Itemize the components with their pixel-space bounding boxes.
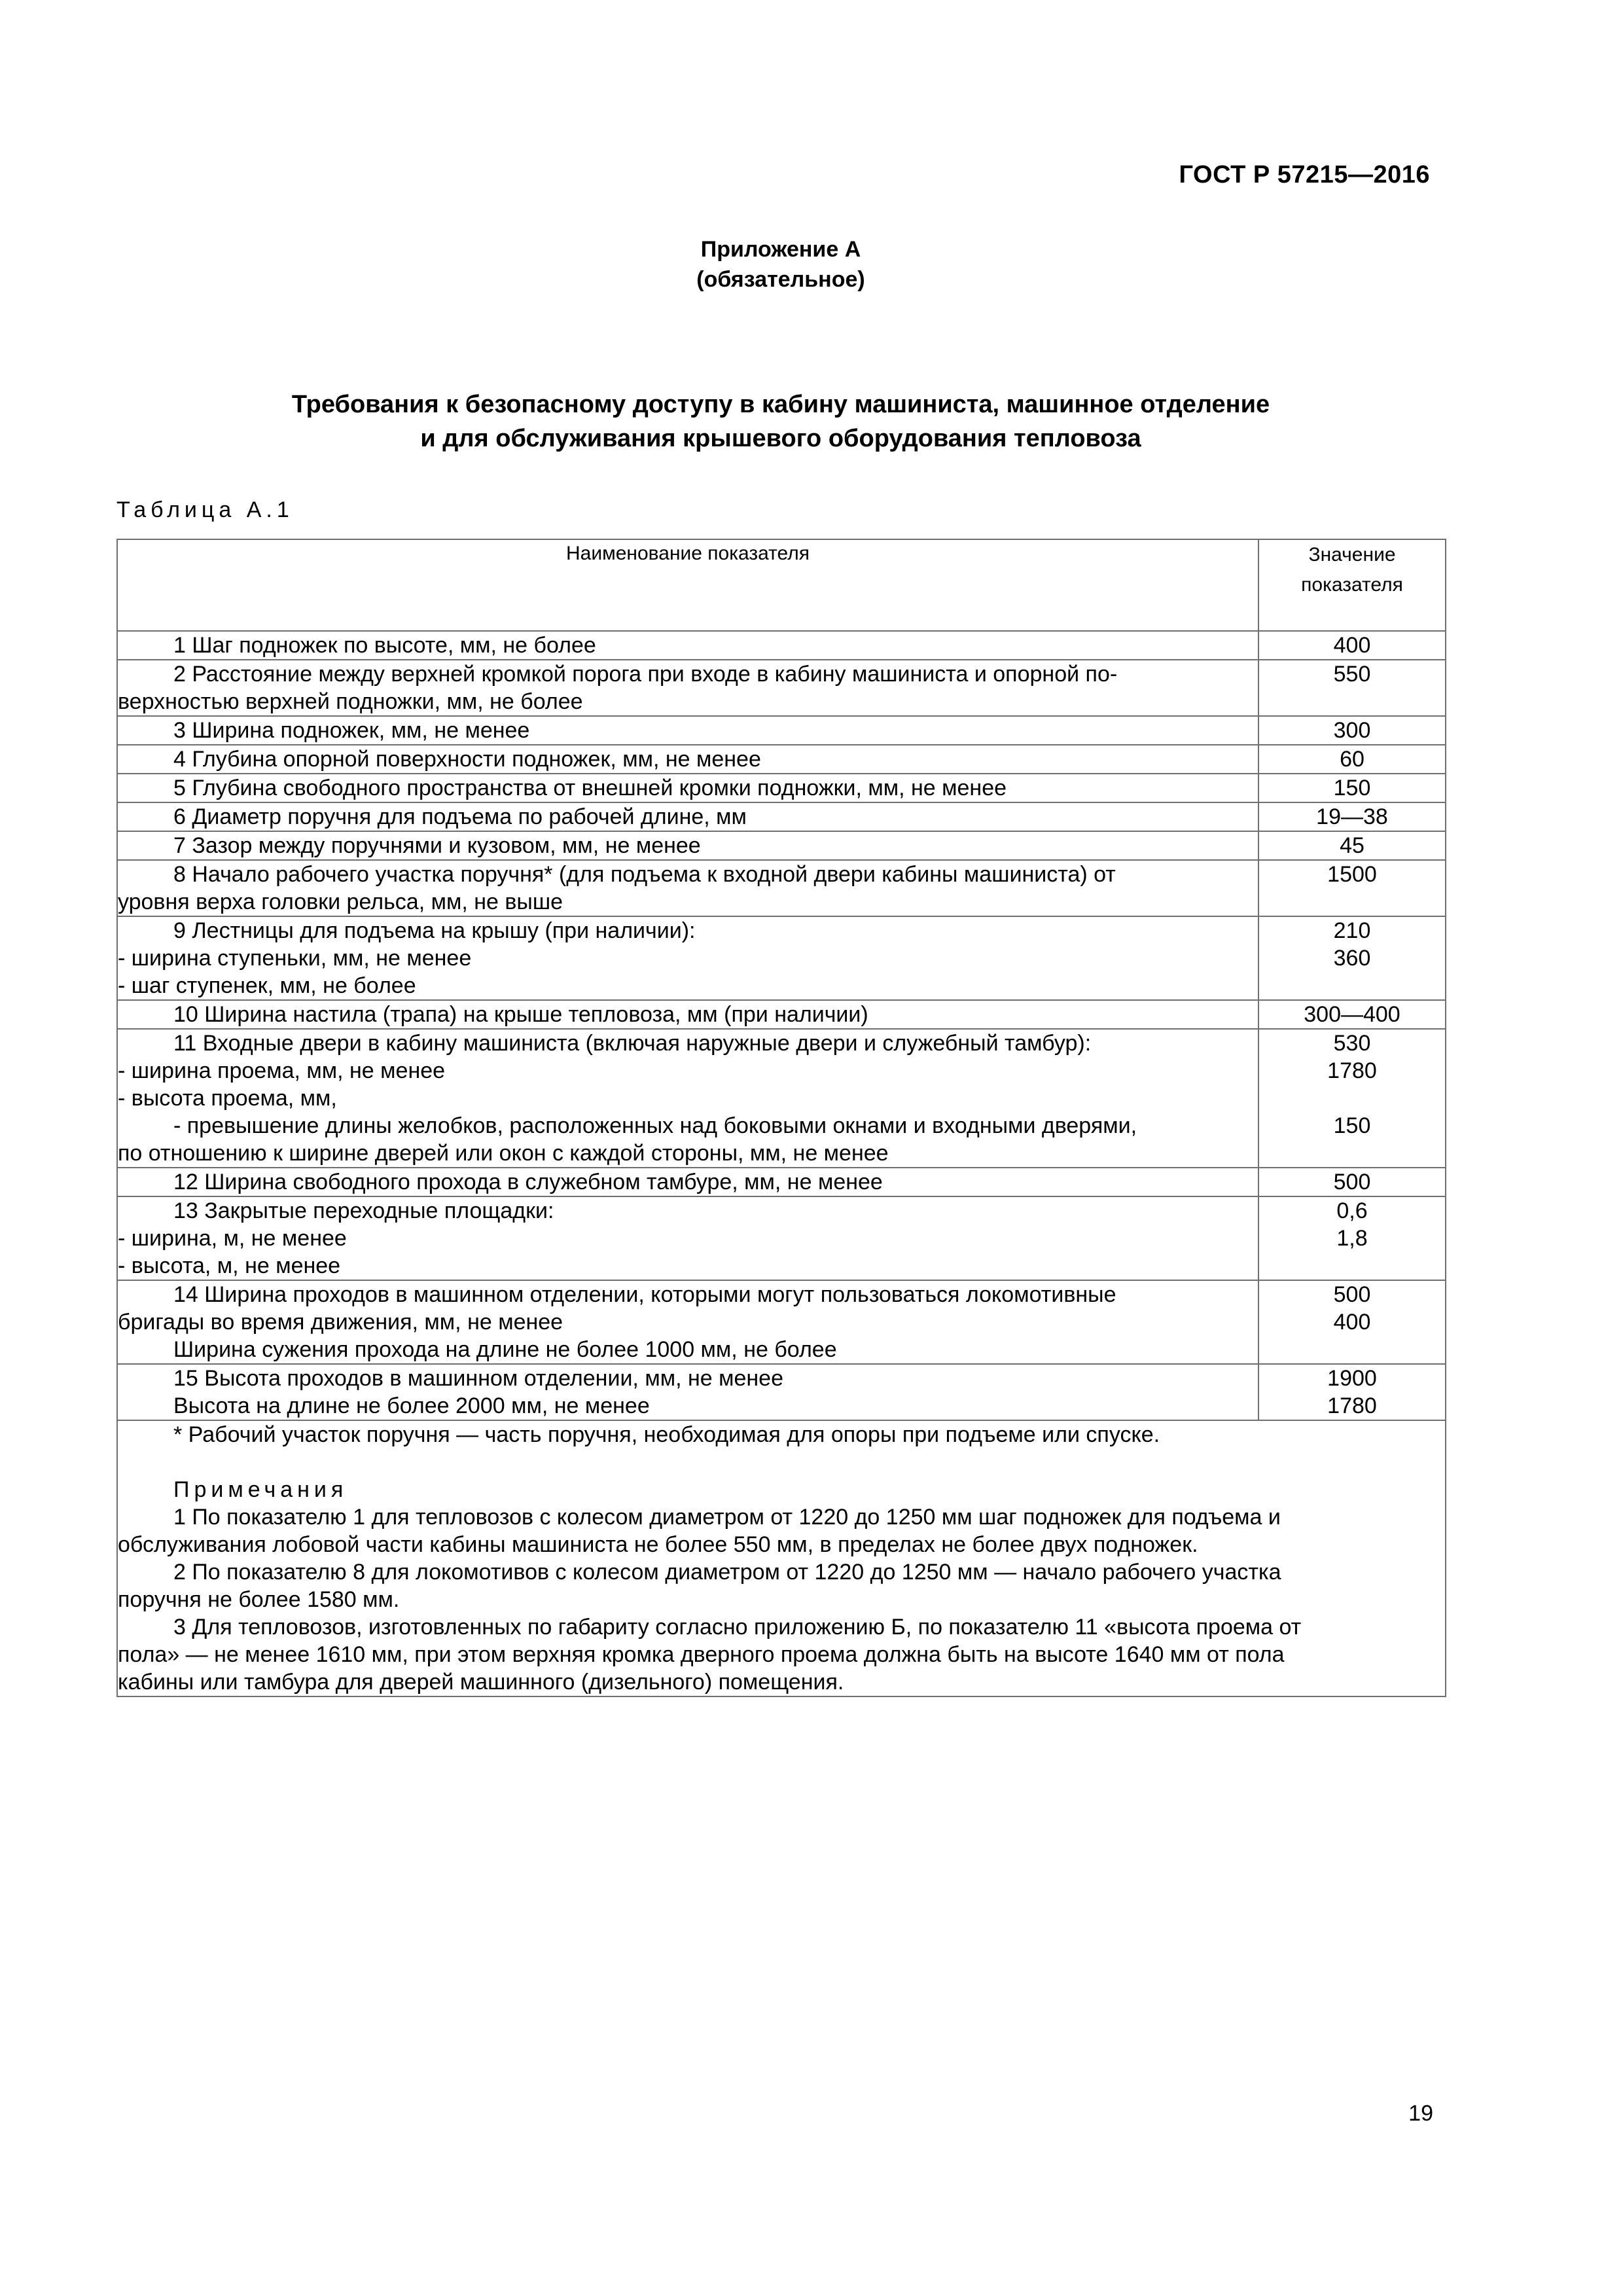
note-line: 2 По показателю 8 для локомотивов с колесом диаметром от 1220 до 1250 мм — начало рабочего участка	[173, 1560, 1281, 1585]
indicator-name-line: Высота на длине не более 2000 мм, не менее	[173, 1393, 650, 1418]
indicator-value: 400	[1333, 1310, 1371, 1335]
indicator-value: 1500	[1327, 862, 1377, 887]
table-row	[117, 1196, 1446, 1280]
indicator-value: 1900	[1327, 1366, 1377, 1391]
indicator-value-cell	[1258, 716, 1446, 745]
indicator-name-line: 12 Ширина свободного прохода в служебном тамбуре, мм, не менее	[173, 1170, 883, 1194]
indicator-value: 550	[1333, 662, 1371, 687]
note-line: поручня не более 1580 мм.	[118, 1587, 400, 1612]
indicator-name-line: верхностью верхней подножки, мм, не более	[118, 689, 583, 714]
indicator-value-cell	[1258, 1280, 1446, 1364]
table-row	[117, 631, 1446, 660]
indicator-name-cell	[117, 1364, 1258, 1420]
indicator-name-cell	[117, 660, 1258, 716]
indicator-value: 1780	[1327, 1393, 1377, 1418]
indicator-name-line: 5 Глубина свободного пространства от внешней кромки подножки, мм, не менее	[173, 776, 1007, 800]
indicator-name-line: - высота, м, не менее	[118, 1253, 341, 1278]
indicator-value-cell	[1258, 660, 1446, 716]
table-row	[117, 831, 1446, 860]
indicator-name-cell	[117, 1168, 1258, 1196]
indicator-name-cell	[117, 631, 1258, 660]
indicator-value: 360	[1333, 946, 1371, 971]
indicator-name-cell	[117, 1029, 1258, 1168]
indicator-name-line: 10 Ширина настила (трапа) на крыше тепловоза, мм (при наличии)	[173, 1002, 868, 1027]
indicator-name-line: бригады во время движения, мм, не менее	[118, 1310, 563, 1335]
notes-list	[118, 1503, 1445, 1696]
table-header-row	[117, 539, 1446, 631]
requirements-table	[116, 539, 1446, 1697]
indicator-value-cell	[1258, 1000, 1446, 1029]
table-footer-row	[117, 1420, 1446, 1696]
table-row	[117, 802, 1446, 831]
page-number: 19	[1408, 2101, 1433, 2126]
indicator-name-cell	[117, 745, 1258, 774]
indicator-name-cell	[117, 774, 1258, 802]
notes-title: Примечания	[173, 1477, 348, 1502]
indicator-name-cell	[117, 860, 1258, 916]
column-header-name: Наименование показателя	[117, 539, 1258, 631]
indicator-value: 400	[1333, 633, 1371, 658]
indicator-name-line: - шаг ступенек, мм, не более	[118, 973, 416, 998]
indicator-value-cell	[1258, 802, 1446, 831]
table-row	[117, 745, 1446, 774]
indicator-value: 500	[1333, 1170, 1371, 1194]
indicator-name-cell	[117, 1280, 1258, 1364]
note-line: 3 Для тепловозов, изготовленных по габариту согласно приложению Б, по показателю 11 «высота проема от	[173, 1615, 1302, 1640]
table-row	[117, 1280, 1446, 1364]
indicator-value: 0,6	[1336, 1198, 1368, 1223]
indicator-name-line: 9 Лестницы для подъема на крышу (при наличии):	[173, 918, 696, 943]
table-row	[117, 774, 1446, 802]
indicator-name-line: 7 Зазор между поручнями и кузовом, мм, не менее	[173, 833, 701, 858]
indicator-name-cell	[117, 916, 1258, 1000]
column-header-value-line-2: показателя	[1301, 574, 1403, 596]
indicator-name-cell	[117, 831, 1258, 860]
table-row	[117, 916, 1446, 1000]
indicator-value-cell	[1258, 860, 1446, 916]
section-title-line-2: и для обслуживания крышевого оборудования тепловоза	[420, 425, 1141, 452]
table-row	[117, 1000, 1446, 1029]
indicator-value-cell	[1258, 631, 1446, 660]
indicator-name-line: - ширина ступеньки, мм, не менее	[118, 946, 472, 971]
indicator-name-line: 3 Ширина подножек, мм, не менее	[173, 718, 530, 743]
table-row	[117, 860, 1446, 916]
indicator-value: 300—400	[1304, 1002, 1400, 1027]
indicator-name-line: 11 Входные двери в кабину машиниста (включая наружные двери и служебный тамбур):	[173, 1031, 1092, 1056]
indicator-value-cell	[1258, 1029, 1446, 1168]
note-line: кабины или тамбура для дверей машинного (дизельного) помещения.	[118, 1670, 844, 1695]
indicator-value-cell	[1258, 774, 1446, 802]
indicator-name-line: 2 Расстояние между верхней кромкой порога при входе в кабину машиниста и опорной по-	[173, 662, 1118, 687]
indicator-value-cell	[1258, 745, 1446, 774]
table-row	[117, 716, 1446, 745]
indicator-value: 150	[1333, 776, 1371, 800]
annex-heading	[0, 234, 1561, 295]
indicator-name-line: 1 Шаг подножек по высоте, мм, не более	[173, 633, 596, 658]
indicator-name-cell	[117, 1196, 1258, 1280]
indicator-value: 300	[1333, 718, 1371, 743]
indicator-name-cell	[117, 802, 1258, 831]
table-label: Таблица А.1	[116, 497, 294, 522]
table-body	[117, 631, 1446, 1420]
note-line: обслуживания лобовой части кабины машиниста не более 550 мм, в пределах не более двух подножек.	[118, 1532, 1198, 1557]
indicator-name-cell	[117, 716, 1258, 745]
table-row	[117, 660, 1446, 716]
column-header-value-line-1: Значение	[1308, 544, 1396, 565]
indicator-name-line: 4 Глубина опорной поверхности подножек, мм, не менее	[173, 747, 761, 772]
indicator-value: 1780	[1327, 1058, 1377, 1083]
note-line: 1 По показателю 1 для тепловозов с колесом диаметром от 1220 до 1250 мм шаг подножек для подъема и	[173, 1505, 1281, 1530]
indicator-value: 210	[1333, 918, 1371, 943]
table-row	[117, 1364, 1446, 1420]
indicator-value-cell	[1258, 1364, 1446, 1420]
indicator-value-cell	[1258, 1196, 1446, 1280]
indicator-name-line: по отношению к ширине дверей или окон с каждой стороны, мм, не менее	[118, 1141, 889, 1166]
indicator-value-cell	[1258, 831, 1446, 860]
indicator-name-line: 13 Закрытые переходные площадки:	[173, 1198, 554, 1223]
indicator-value-cell	[1258, 1168, 1446, 1196]
indicator-name-line: 8 Начало рабочего участка поручня* (для подъема к входной двери кабины машиниста) от	[173, 862, 1116, 887]
indicator-name-line: - ширина проема, мм, не менее	[118, 1058, 446, 1083]
indicator-name-line: - ширина, м, не менее	[118, 1226, 347, 1251]
indicator-value: 19—38	[1316, 804, 1388, 829]
footnote: * Рабочий участок поручня — часть поручня, необходимая для опоры при подъеме или спуске.	[173, 1422, 1160, 1447]
indicator-value: 150	[1333, 1113, 1371, 1138]
indicator-name-line: уровня верха головки рельса, мм, не выше	[118, 889, 563, 914]
indicator-name-line: - превышение длины желобков, расположенных над боковыми окнами и входными дверями,	[173, 1113, 1137, 1138]
annex-status: (обязательное)	[696, 267, 865, 292]
indicator-name-line: - высота проема, мм,	[118, 1086, 337, 1111]
annex-title: Приложение А	[700, 237, 861, 262]
indicator-value: 45	[1340, 833, 1364, 858]
section-title-line-1: Требования к безопасному доступу в кабину машиниста, машинное отделение	[291, 391, 1270, 418]
column-header-value	[1258, 539, 1446, 631]
table-row	[117, 1168, 1446, 1196]
section-title	[0, 387, 1561, 456]
document-code: ГОСТ Р 57215—2016	[1179, 161, 1430, 188]
indicator-value-cell	[1258, 916, 1446, 1000]
indicator-name-line: Ширина сужения прохода на длине не более 1000 мм, не более	[173, 1337, 837, 1362]
table-footer	[117, 1420, 1446, 1696]
indicator-value: 1,8	[1336, 1226, 1368, 1251]
indicator-name-line: 6 Диаметр поручня для подъема по рабочей длине, мм	[173, 804, 747, 829]
indicator-value: 500	[1333, 1282, 1371, 1307]
table-row	[117, 1029, 1446, 1168]
indicator-name-line: 15 Высота проходов в машинном отделении, мм, не менее	[173, 1366, 783, 1391]
indicator-name-line: 14 Ширина проходов в машинном отделении, которыми могут пользоваться локомотивные	[173, 1282, 1116, 1307]
indicator-value: 60	[1340, 747, 1364, 772]
note-line: пола» — не менее 1610 мм, при этом верхняя кромка дверного проема должна быть на высоте 1640 мм от пола	[118, 1642, 1285, 1667]
indicator-name-cell	[117, 1000, 1258, 1029]
indicator-value: 530	[1333, 1031, 1371, 1056]
